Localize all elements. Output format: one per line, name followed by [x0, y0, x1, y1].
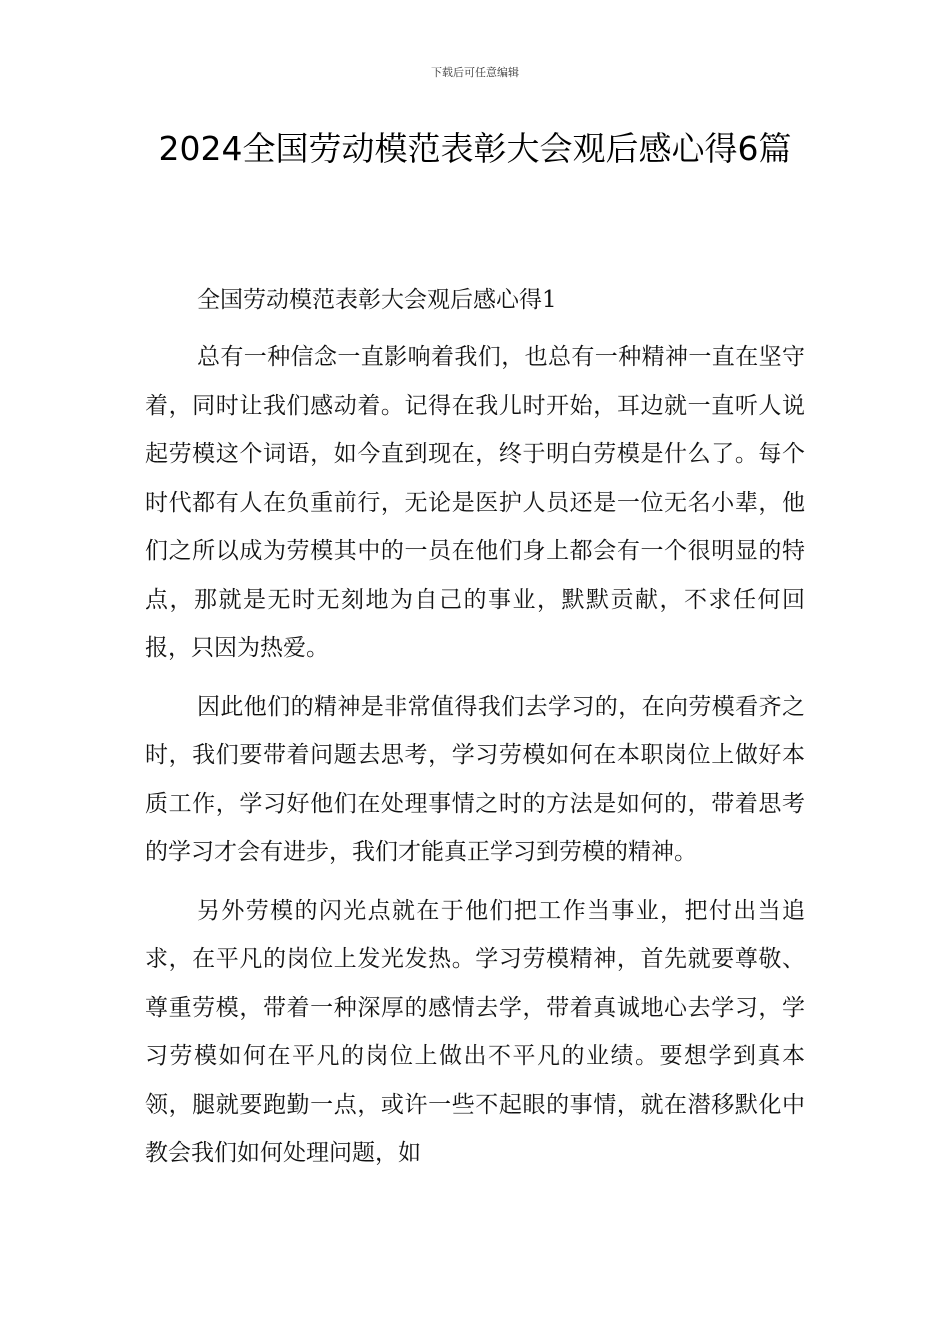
document-body — [145, 278, 805, 1188]
download-note: 下载后可任意编辑 — [431, 66, 519, 79]
paragraph-2: 因此他们的精神是非常值得我们去学习的，在向劳模看齐之时，我们要带着问题去思考，学习劳模如何在本职岗位上做好本质工作，学习好他们在处理事情之时的方法是如何的，带着思考的学习才会有进步，我们才能真正学习到劳模的精神。 — [145, 693, 805, 865]
document-title: 2024全国劳动模范表彰大会观后感心得6篇 — [158, 129, 792, 168]
paragraph-1: 总有一种信念一直影响着我们，也总有一种精神一直在坚守着，同时让我们感动着。记得在我儿时开始，耳边就一直听人说起劳模这个词语，如今直到现在，终于明白劳模是什么了。每个时代都有人在负重前行，无论是医护人员还是一位无名小辈，他们之所以成为劳模其中的一员在他们身上都会有一个很明显的特点，那就是无时无刻地为自己的事业，默默贡献，不求任何回报，只因为热爱。 — [145, 344, 805, 661]
paragraph-3: 另外劳模的闪光点就在于他们把工作当事业，把付出当追求，在平凡的岗位上发光发热。学习劳模精神，首先就要尊敬、尊重劳模，带着一种深厚的感情去学，带着真诚地心去学习，学习劳模如何在平凡的岗位上做出不平凡的业绩。要想学到真本领，腿就要跑勤一点，或许一些不起眼的事情，就在潜移默化中教会我们如何处理问题，如 — [145, 897, 805, 1166]
section-heading: 全国劳动模范表彰大会观后感心得1 — [197, 287, 557, 313]
